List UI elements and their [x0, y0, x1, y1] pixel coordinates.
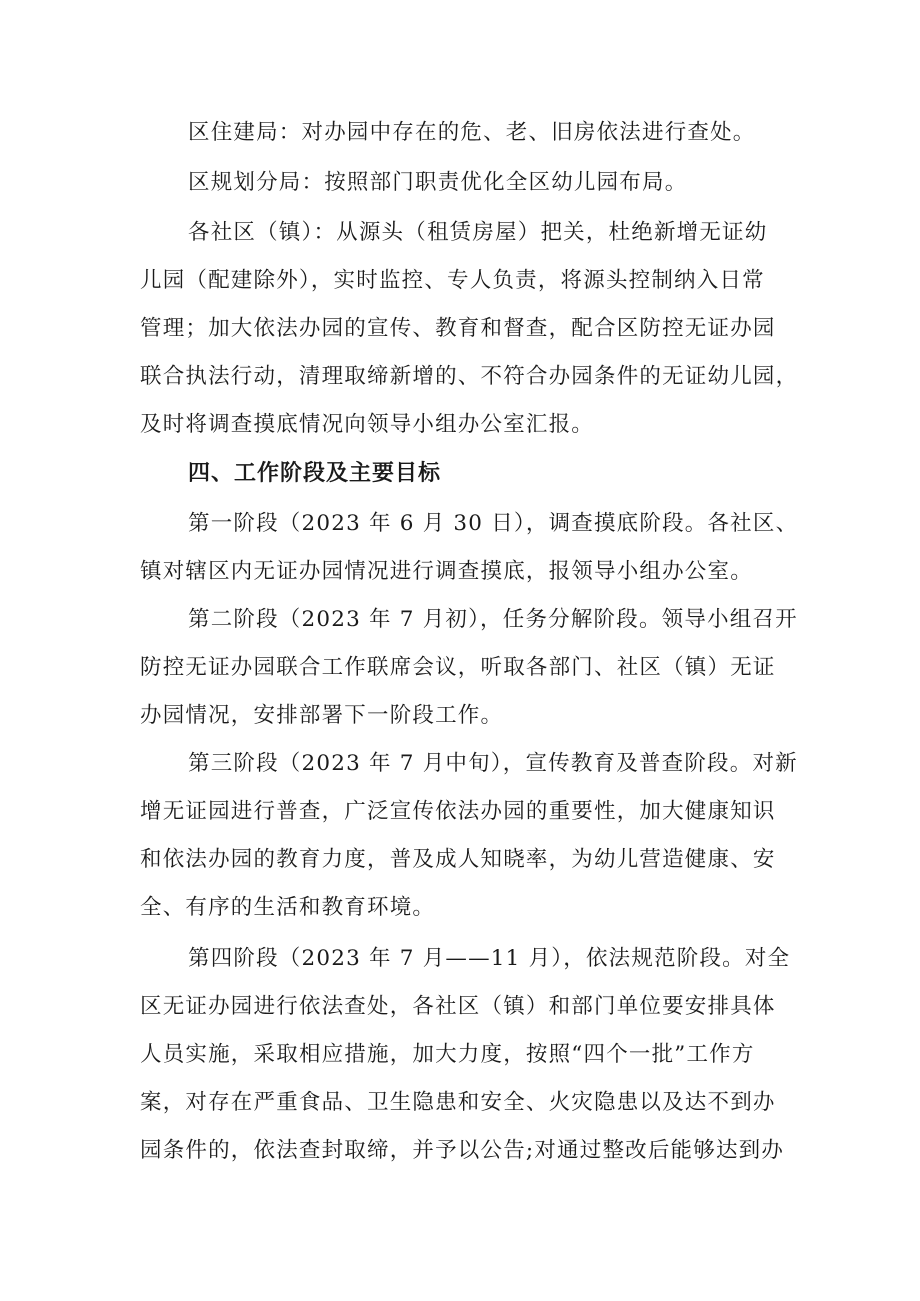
- stage3-line-3: 和依法办园的教育力度，普及成人知晓率，为幼儿营造健康、安: [140, 847, 776, 872]
- section-heading: 四、工作阶段及主要目标: [188, 461, 442, 486]
- paragraph-shequ-line-5: 及时将调查摸底情况向领导小组办公室汇报。: [140, 412, 595, 437]
- stage4-line-2: 区无证办园进行依法查处，各社区（镇）和部门单位要安排具体: [140, 994, 776, 1019]
- paragraph-shequ-line-3: 管理；加大依法办园的宣传、教育和督查，配合区防控无证办园: [140, 316, 776, 341]
- stage3-line-4: 全、有序的生活和教育环境。: [140, 895, 436, 920]
- stage3-line-1: 第三阶段（2023 年 7 月中旬），宣传教育及普查阶段。对新: [188, 751, 798, 776]
- paragraph-shequ-line-4: 联合执法行动，清理取缔新增的、不符合办园条件的无证幼儿园，: [140, 364, 799, 389]
- stage2-line-2: 防控无证办园联合工作联席会议，听取各部门、社区（镇）无证: [140, 655, 776, 680]
- paragraph-guihua-line-1: 区规划分局：按照部门职责优化全区幼儿园布局。: [188, 170, 688, 195]
- paragraph-shequ-line-2: 儿园（配建除外），实时监控、专人负责，将源头控制纳入日常: [140, 268, 765, 293]
- stage2-line-1: 第二阶段（2023 年 7 月初），任务分解阶段。领导小组召开: [188, 607, 798, 632]
- stage4-line-5: 园条件的，依法查封取缔，并予以公告;对通过整改后能够达到办: [140, 1138, 785, 1163]
- stage4-line-4: 案，对存在严重食品、卫生隐患和安全、火灾隐患以及达不到办: [140, 1090, 776, 1115]
- stage4-line-3: 人员实施，采取相应措施，加大力度，按照“四个一批”工作方: [140, 1042, 755, 1067]
- stage1-line-2: 镇对辖区内无证办园情况进行调查摸底，报领导小组办公室。: [140, 559, 753, 584]
- stage1-line-1: 第一阶段（2023 年 6 月 30 日），调查摸底阶段。各社区、: [188, 511, 799, 536]
- stage3-line-2: 增无证园进行普查，广泛宣传依法办园的重要性，加大健康知识: [140, 799, 776, 824]
- stage4-line-1: 第四阶段（2023 年 7 月——11 月），依法规范阶段。对全: [188, 946, 791, 971]
- paragraph-zhujian-line-1: 区住建局：对办园中存在的危、老、旧房依法进行查处。: [188, 120, 756, 145]
- stage2-line-3: 办园情况，安排部署下一阶段工作。: [140, 703, 504, 728]
- paragraph-shequ-line-1: 各社区（镇）：从源头（租赁房屋）把关，杜绝新增无证幼: [188, 220, 768, 245]
